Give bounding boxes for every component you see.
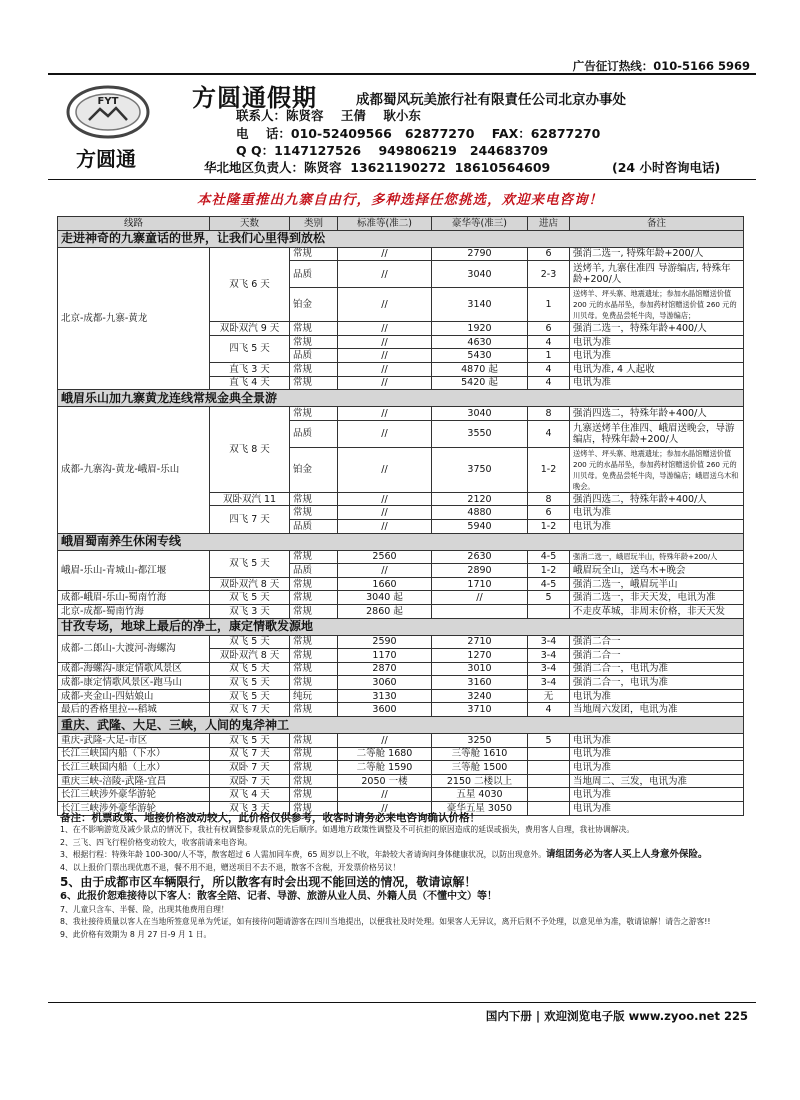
notes-section <box>60 812 750 941</box>
note-cell: 强消二合一 <box>570 649 744 663</box>
col-header: 备注 <box>570 217 744 231</box>
note-cell: 送烤羊, 九寨住准四 导游编店, 特殊年龄+200/人 <box>570 261 744 288</box>
lux-price: 5940 <box>432 519 528 533</box>
company-logo <box>56 82 166 174</box>
std-price: // <box>338 734 432 748</box>
shops-cell: 5 <box>528 591 570 605</box>
class-cell: 常规 <box>290 335 338 349</box>
note-cell: 强消二合一，电讯为准 <box>570 676 744 690</box>
section-title: 甘孜专场，地球上最后的净土，康定情歌发源地 <box>58 618 744 635</box>
std-price: // <box>338 261 432 288</box>
class-cell: 常规 <box>290 492 338 506</box>
shops-cell: 5 <box>528 734 570 748</box>
days-cell: 双飞 6 天 <box>210 247 290 322</box>
note-text: 3、根据行程：特殊年龄 100-300/人不等，散客超过 6 人需加同车费，65 周岁以上不收，年龄较大者请询问身体健康状况，以防出现意外。 <box>60 850 546 860</box>
note-item: 4、以上报价门票出现优惠不退，餐不用不退，赠送项目不去不退，散客不含税，开发票价格另议！ <box>60 862 401 872</box>
std-price: // <box>338 447 432 492</box>
days-cell: 双卧双汽 11 <box>210 492 290 506</box>
class-cell: 常规 <box>290 774 338 788</box>
note-cell: 电讯为准 <box>570 519 744 533</box>
note-cell: 当地周二、三发，电讯为准 <box>570 774 744 788</box>
class-cell: 常规 <box>290 662 338 676</box>
days-cell: 双飞 8 天 <box>210 407 290 493</box>
note-cell: 电讯为准 <box>570 506 744 520</box>
note-cell: 电讯为准 <box>570 335 744 349</box>
lux-price: 5430 <box>432 349 528 363</box>
std-price: // <box>338 288 432 322</box>
days-cell: 双飞 3 天 <box>210 604 290 618</box>
note-item: 1、在不影响游览及减少景点的情况下，我社有权调整参观景点的先后顺序。如遇地方政策性调整及不可抗拒的原因造成的延误或损失，费用客人自理，我社协调解决。 <box>60 825 635 835</box>
days-cell: 双飞 5 天 <box>210 591 290 605</box>
route-cell: 重庆三峡-涪陵-武隆-宜昌 <box>58 774 210 788</box>
std-price: 1660 <box>338 577 432 591</box>
shops-cell: 3-4 <box>528 635 570 649</box>
class-cell: 常规 <box>290 247 338 261</box>
route-cell: 长江三峡涉外豪华游轮 <box>58 788 210 802</box>
col-header: 进店 <box>528 217 570 231</box>
class-cell: 常规 <box>290 506 338 520</box>
note-cell: 电讯为准 <box>570 689 744 703</box>
std-price: 1170 <box>338 649 432 663</box>
note-cell: 电讯为准 <box>570 788 744 802</box>
table-row <box>58 734 744 748</box>
days-cell: 双卧双汽 8 天 <box>210 577 290 591</box>
shops-cell: 1-2 <box>528 564 570 578</box>
note-cell: 强消二选一，非天天发，电讯为准 <box>570 591 744 605</box>
lux-price: 4880 <box>432 506 528 520</box>
lux-price: 4870 起 <box>432 362 528 376</box>
days-cell: 双卧双汽 9 天 <box>210 322 290 336</box>
col-header: 线路 <box>58 217 210 231</box>
class-cell: 常规 <box>290 604 338 618</box>
days-cell: 双飞 5 天 <box>210 676 290 690</box>
days-cell: 直飞 4 天 <box>210 376 290 390</box>
table-row <box>58 774 744 788</box>
days-cell: 双飞 5 天 <box>210 662 290 676</box>
note-cell: 强消二合一 <box>570 635 744 649</box>
lux-price: 3040 <box>432 261 528 288</box>
std-price: // <box>338 492 432 506</box>
hotline-note: (24 小时咨询电话) <box>612 160 721 175</box>
shops-cell: 4 <box>528 420 570 447</box>
lux-price: 2630 <box>432 550 528 564</box>
route-cell: 长江三峡国内船（下水） <box>58 747 210 761</box>
note-cell: 电讯为准 <box>570 747 744 761</box>
col-header: 类别 <box>290 217 338 231</box>
lux-price: 2790 <box>432 247 528 261</box>
lux-price: 1710 <box>432 577 528 591</box>
footer-rule <box>48 1002 756 1003</box>
note-cell: 强消四选二，特殊年龄+400/人 <box>570 492 744 506</box>
std-price: // <box>338 247 432 261</box>
days-cell: 双飞 5 天 <box>210 734 290 748</box>
table-row <box>58 747 744 761</box>
lux-price: 2120 <box>432 492 528 506</box>
company-name: 成都蜀风玩美旅行社有限責任公司北京办事处 <box>356 92 626 108</box>
route-cell: 长江三峡国内船（上水） <box>58 761 210 775</box>
col-header: 标准等(准二) <box>338 217 432 231</box>
route-price-table <box>57 216 744 816</box>
note-item <box>60 849 750 861</box>
table-row <box>58 676 744 690</box>
note-cell: 电讯为准 <box>570 802 744 816</box>
route-cell: 峨眉-乐山-青城山-都江堰 <box>58 550 210 591</box>
std-price: 3060 <box>338 676 432 690</box>
route-cell: 成都-九寨沟-黄龙-峨眉-乐山 <box>58 407 210 533</box>
class-cell: 常规 <box>290 376 338 390</box>
note-cell: 电讯为准 <box>570 349 744 363</box>
class-cell: 常规 <box>290 591 338 605</box>
class-cell: 铂金 <box>290 288 338 322</box>
logo-text: FYT <box>97 96 119 107</box>
std-price: 二等舱 1680 <box>338 747 432 761</box>
std-price: // <box>338 506 432 520</box>
note-cell: 强消四选二，特殊年龄+400/人 <box>570 407 744 421</box>
days-cell: 双飞 7 天 <box>210 747 290 761</box>
std-price: // <box>338 407 432 421</box>
days-cell: 双飞 5 天 <box>210 689 290 703</box>
table-row <box>58 247 744 261</box>
lux-price: 3710 <box>432 703 528 717</box>
contact-qq: Q Q：1147127526 949806219 244683709 <box>236 143 549 158</box>
table-row <box>58 662 744 676</box>
note-cell: 强消二选一，特殊年龄+400/人 <box>570 322 744 336</box>
class-cell: 常规 <box>290 649 338 663</box>
class-cell: 常规 <box>290 322 338 336</box>
class-cell: 常规 <box>290 703 338 717</box>
shops-cell: 8 <box>528 407 570 421</box>
days-cell: 双卧 7 天 <box>210 774 290 788</box>
route-cell: 最后的香格里拉---稻城 <box>58 703 210 717</box>
note-item: 5、由于成都市区车辆限行，所以散客有时会出现不能回送的情况，敬请谅解！ <box>60 875 477 890</box>
std-price: // <box>338 802 432 816</box>
shops-cell: 4 <box>528 703 570 717</box>
route-cell: 重庆-武隆-大足-市区 <box>58 734 210 748</box>
page-footer: 国内下册 | 欢迎浏览电子版 www.zyoo.net 225 <box>485 1009 748 1023</box>
shops-cell: 4-5 <box>528 577 570 591</box>
days-cell: 双飞 3 天 <box>210 802 290 816</box>
days-cell: 双飞 5 天 <box>210 635 290 649</box>
note-emphasis: 请组团务必为客人买上人身意外保险。 <box>546 849 708 861</box>
shops-cell: 1 <box>528 349 570 363</box>
std-price: 2590 <box>338 635 432 649</box>
std-price: 3040 起 <box>338 591 432 605</box>
shops-cell: 6 <box>528 506 570 520</box>
shops-cell <box>528 788 570 802</box>
table-row <box>58 689 744 703</box>
note-item: 8、我社接待质量以客人在当地所签意见单为凭证，如有接待问题请游客在四川当地提出，以便我社及时处理。如果客人无异议，离开后则不予处理，以意见单为准，敬请谅解！请告之游客!! <box>60 917 711 927</box>
shops-cell: 3-4 <box>528 662 570 676</box>
std-price: // <box>338 519 432 533</box>
note-cell: 不走皮革城，非周末价格，非天天发 <box>570 604 744 618</box>
std-price: 2860 起 <box>338 604 432 618</box>
route-cell: 北京-成都-蜀南竹海 <box>58 604 210 618</box>
shops-cell: 4 <box>528 362 570 376</box>
lux-price: 3140 <box>432 288 528 322</box>
table-row <box>58 604 744 618</box>
lux-price: 3010 <box>432 662 528 676</box>
std-price: 3600 <box>338 703 432 717</box>
std-price: 二等舱 1590 <box>338 761 432 775</box>
std-price: // <box>338 362 432 376</box>
class-cell: 常规 <box>290 761 338 775</box>
logo-name: 方圆通 <box>76 147 136 171</box>
note-item: 9、此价格有效期为 8 月 27 日-9 月 1 日。 <box>60 929 212 939</box>
note-cell: 峨眉玩全山，送乌木+晚会 <box>570 564 744 578</box>
lux-price: 2150 二楼以上 <box>432 774 528 788</box>
days-cell: 双卧 7 天 <box>210 761 290 775</box>
note-cell: 强消二选一, 特殊年龄+200/人 <box>570 247 744 261</box>
lux-price <box>432 604 528 618</box>
lux-price: 1920 <box>432 322 528 336</box>
std-price: // <box>338 376 432 390</box>
note-item: 7、儿童只含车、半餐、险，出现其他费用自理！ <box>60 905 229 915</box>
shops-cell: 1-2 <box>528 447 570 492</box>
lux-price: 3250 <box>432 734 528 748</box>
note-item: 2、三飞、四飞行程价格变动较大，收客前请来电咨询。 <box>60 837 253 847</box>
class-cell: 常规 <box>290 362 338 376</box>
contact-people: 联系人：陈贤容 王倩 耿小东 <box>236 108 421 123</box>
table-row <box>58 550 744 564</box>
lux-price: 4630 <box>432 335 528 349</box>
days-cell: 双飞 5 天 <box>210 550 290 577</box>
shops-cell <box>528 604 570 618</box>
note-cell: 强消二选一，峨眉玩半山，特殊年龄+200/人 <box>570 550 744 564</box>
brand-name: 方圆通假期 <box>192 83 317 112</box>
route-cell: 成都-夹金山-四姑娘山 <box>58 689 210 703</box>
route-cell: 北京-成都-九寨-黄龙 <box>58 247 210 390</box>
shops-cell: 8 <box>528 492 570 506</box>
slogan: 本社隆重推出九寨自由行，多种选择任您挑选，欢迎来电咨询！ <box>197 192 603 208</box>
days-cell: 双飞 4 天 <box>210 788 290 802</box>
lux-price: 2710 <box>432 635 528 649</box>
class-cell: 常规 <box>290 577 338 591</box>
shops-cell <box>528 747 570 761</box>
note-cell: 电讯为准 <box>570 734 744 748</box>
std-price: // <box>338 322 432 336</box>
table-row <box>58 703 744 717</box>
shops-cell <box>528 774 570 788</box>
class-cell: 常规 <box>290 407 338 421</box>
shops-cell: 4 <box>528 376 570 390</box>
shops-cell: 无 <box>528 689 570 703</box>
contact-phone: 电 话：010-52409566 62877270 FAX：62877270 <box>236 126 601 141</box>
shops-cell: 1-2 <box>528 519 570 533</box>
std-price: 2050 一楼 <box>338 774 432 788</box>
std-price: // <box>338 564 432 578</box>
header-rule <box>48 179 756 180</box>
top-rule <box>48 73 756 75</box>
class-cell: 常规 <box>290 734 338 748</box>
route-cell: 长江三峡涉外豪华游轮 <box>58 802 210 816</box>
class-cell: 纯玩 <box>290 689 338 703</box>
std-price: 2560 <box>338 550 432 564</box>
table-header-row <box>58 217 744 231</box>
shops-cell <box>528 761 570 775</box>
lux-price: 豪华五星 3050 <box>432 802 528 816</box>
note-cell: 强消二合一，电讯为准 <box>570 662 744 676</box>
shops-cell: 3-4 <box>528 676 570 690</box>
route-cell: 成都-康定情歌风景区-跑马山 <box>58 676 210 690</box>
section-title: 峨眉蜀南养生休闲专线 <box>58 533 744 550</box>
std-price: // <box>338 349 432 363</box>
std-price: 2870 <box>338 662 432 676</box>
class-cell: 铂金 <box>290 447 338 492</box>
std-price: // <box>338 788 432 802</box>
lux-price: 3240 <box>432 689 528 703</box>
shops-cell: 4-5 <box>528 550 570 564</box>
table-row <box>58 761 744 775</box>
route-cell: 成都-峨眉-乐山-蜀南竹海 <box>58 591 210 605</box>
lux-price: 三等舱 1610 <box>432 747 528 761</box>
class-cell: 常规 <box>290 802 338 816</box>
section-title: 走进神奇的九寨童话的世界，让我们心里得到放松 <box>58 230 744 247</box>
note-cell: 九寨送烤羊住准四、峨眉送晚会，导游编店，特殊年龄+200/人 <box>570 420 744 447</box>
lux-price: // <box>432 591 528 605</box>
route-cell: 成都-海螺沟-康定情歌风景区 <box>58 662 210 676</box>
lux-price: 三等舱 1500 <box>432 761 528 775</box>
class-cell: 品质 <box>290 519 338 533</box>
days-cell: 四飞 5 天 <box>210 335 290 362</box>
lux-price: 3040 <box>432 407 528 421</box>
note-cell: 当地周六发团，电讯为准 <box>570 703 744 717</box>
lux-price: 3550 <box>432 420 528 447</box>
shops-cell: 6 <box>528 322 570 336</box>
note-cell: 电讯为准, 4 人起收 <box>570 362 744 376</box>
table-row <box>58 407 744 421</box>
class-cell: 常规 <box>290 676 338 690</box>
contact-manager: 华北地区负责人：陈贤容 13621190272 18610564609 <box>204 160 551 175</box>
days-cell: 双卧双汽 8 天 <box>210 649 290 663</box>
shops-cell: 6 <box>528 247 570 261</box>
col-header: 天数 <box>210 217 290 231</box>
ad-hotline: 广告征订热线：010-5166 5969 <box>572 59 750 73</box>
std-price: 3130 <box>338 689 432 703</box>
lux-price: 1270 <box>432 649 528 663</box>
note-cell: 电讯为准 <box>570 761 744 775</box>
note-cell: 送烤羊、坪头寨、地震遗址；参加水晶馆赠送价值 200 元的水晶吊坠，参加药材馆赠送价值 260 元的川贝母。免费品尝牦牛肉，导游编店；峨眉送乌木和晚会。 <box>570 447 744 492</box>
class-cell: 品质 <box>290 564 338 578</box>
shops-cell: 3-4 <box>528 649 570 663</box>
class-cell: 品质 <box>290 261 338 288</box>
class-cell: 常规 <box>290 550 338 564</box>
shops-cell: 4 <box>528 335 570 349</box>
days-cell: 四飞 7 天 <box>210 506 290 533</box>
section-title: 峨眉乐山加九寨黄龙连线常规金典全景游 <box>58 390 744 407</box>
route-cell: 成都-二郎山-大渡河-海螺沟 <box>58 635 210 662</box>
days-cell: 双飞 7 天 <box>210 703 290 717</box>
std-price: // <box>338 420 432 447</box>
note-cell: 强消二选一，峨眉玩半山 <box>570 577 744 591</box>
lux-price: 5420 起 <box>432 376 528 390</box>
class-cell: 常规 <box>290 747 338 761</box>
lux-price: 五星 4030 <box>432 788 528 802</box>
col-header: 豪华等(准三) <box>432 217 528 231</box>
lux-price: 2890 <box>432 564 528 578</box>
lux-price: 3750 <box>432 447 528 492</box>
class-cell: 品质 <box>290 420 338 447</box>
shops-cell: 1 <box>528 288 570 322</box>
table-row <box>58 635 744 649</box>
notes-heading: 备注：机票政策、地接价格波动较大，此价格仅供参考，收客时请务必来电咨询确认价格！ <box>60 812 480 824</box>
note-cell: 送烤羊、坪头寨、地震遗址；参加水晶馆赠送价值 200 元的水晶吊坠，参加药材馆赠送价值 260 元的川贝母。免费品尝牦牛肉，导游编店； <box>570 288 744 322</box>
table-row <box>58 591 744 605</box>
shops-cell: 2-3 <box>528 261 570 288</box>
class-cell: 常规 <box>290 788 338 802</box>
section-title: 重庆、武隆、大足、三峡，人间的鬼斧神工 <box>58 717 744 734</box>
note-cell: 电讯为准 <box>570 376 744 390</box>
days-cell: 直飞 3 天 <box>210 362 290 376</box>
class-cell: 常规 <box>290 635 338 649</box>
table-row <box>58 788 744 802</box>
class-cell: 品质 <box>290 349 338 363</box>
lux-price: 3160 <box>432 676 528 690</box>
std-price: // <box>338 335 432 349</box>
note-item: 6、此报价恕难接待以下客人：散客全陪、记者、导游、旅游从业人员、外籍人员（不懂中文）等！ <box>60 891 497 903</box>
